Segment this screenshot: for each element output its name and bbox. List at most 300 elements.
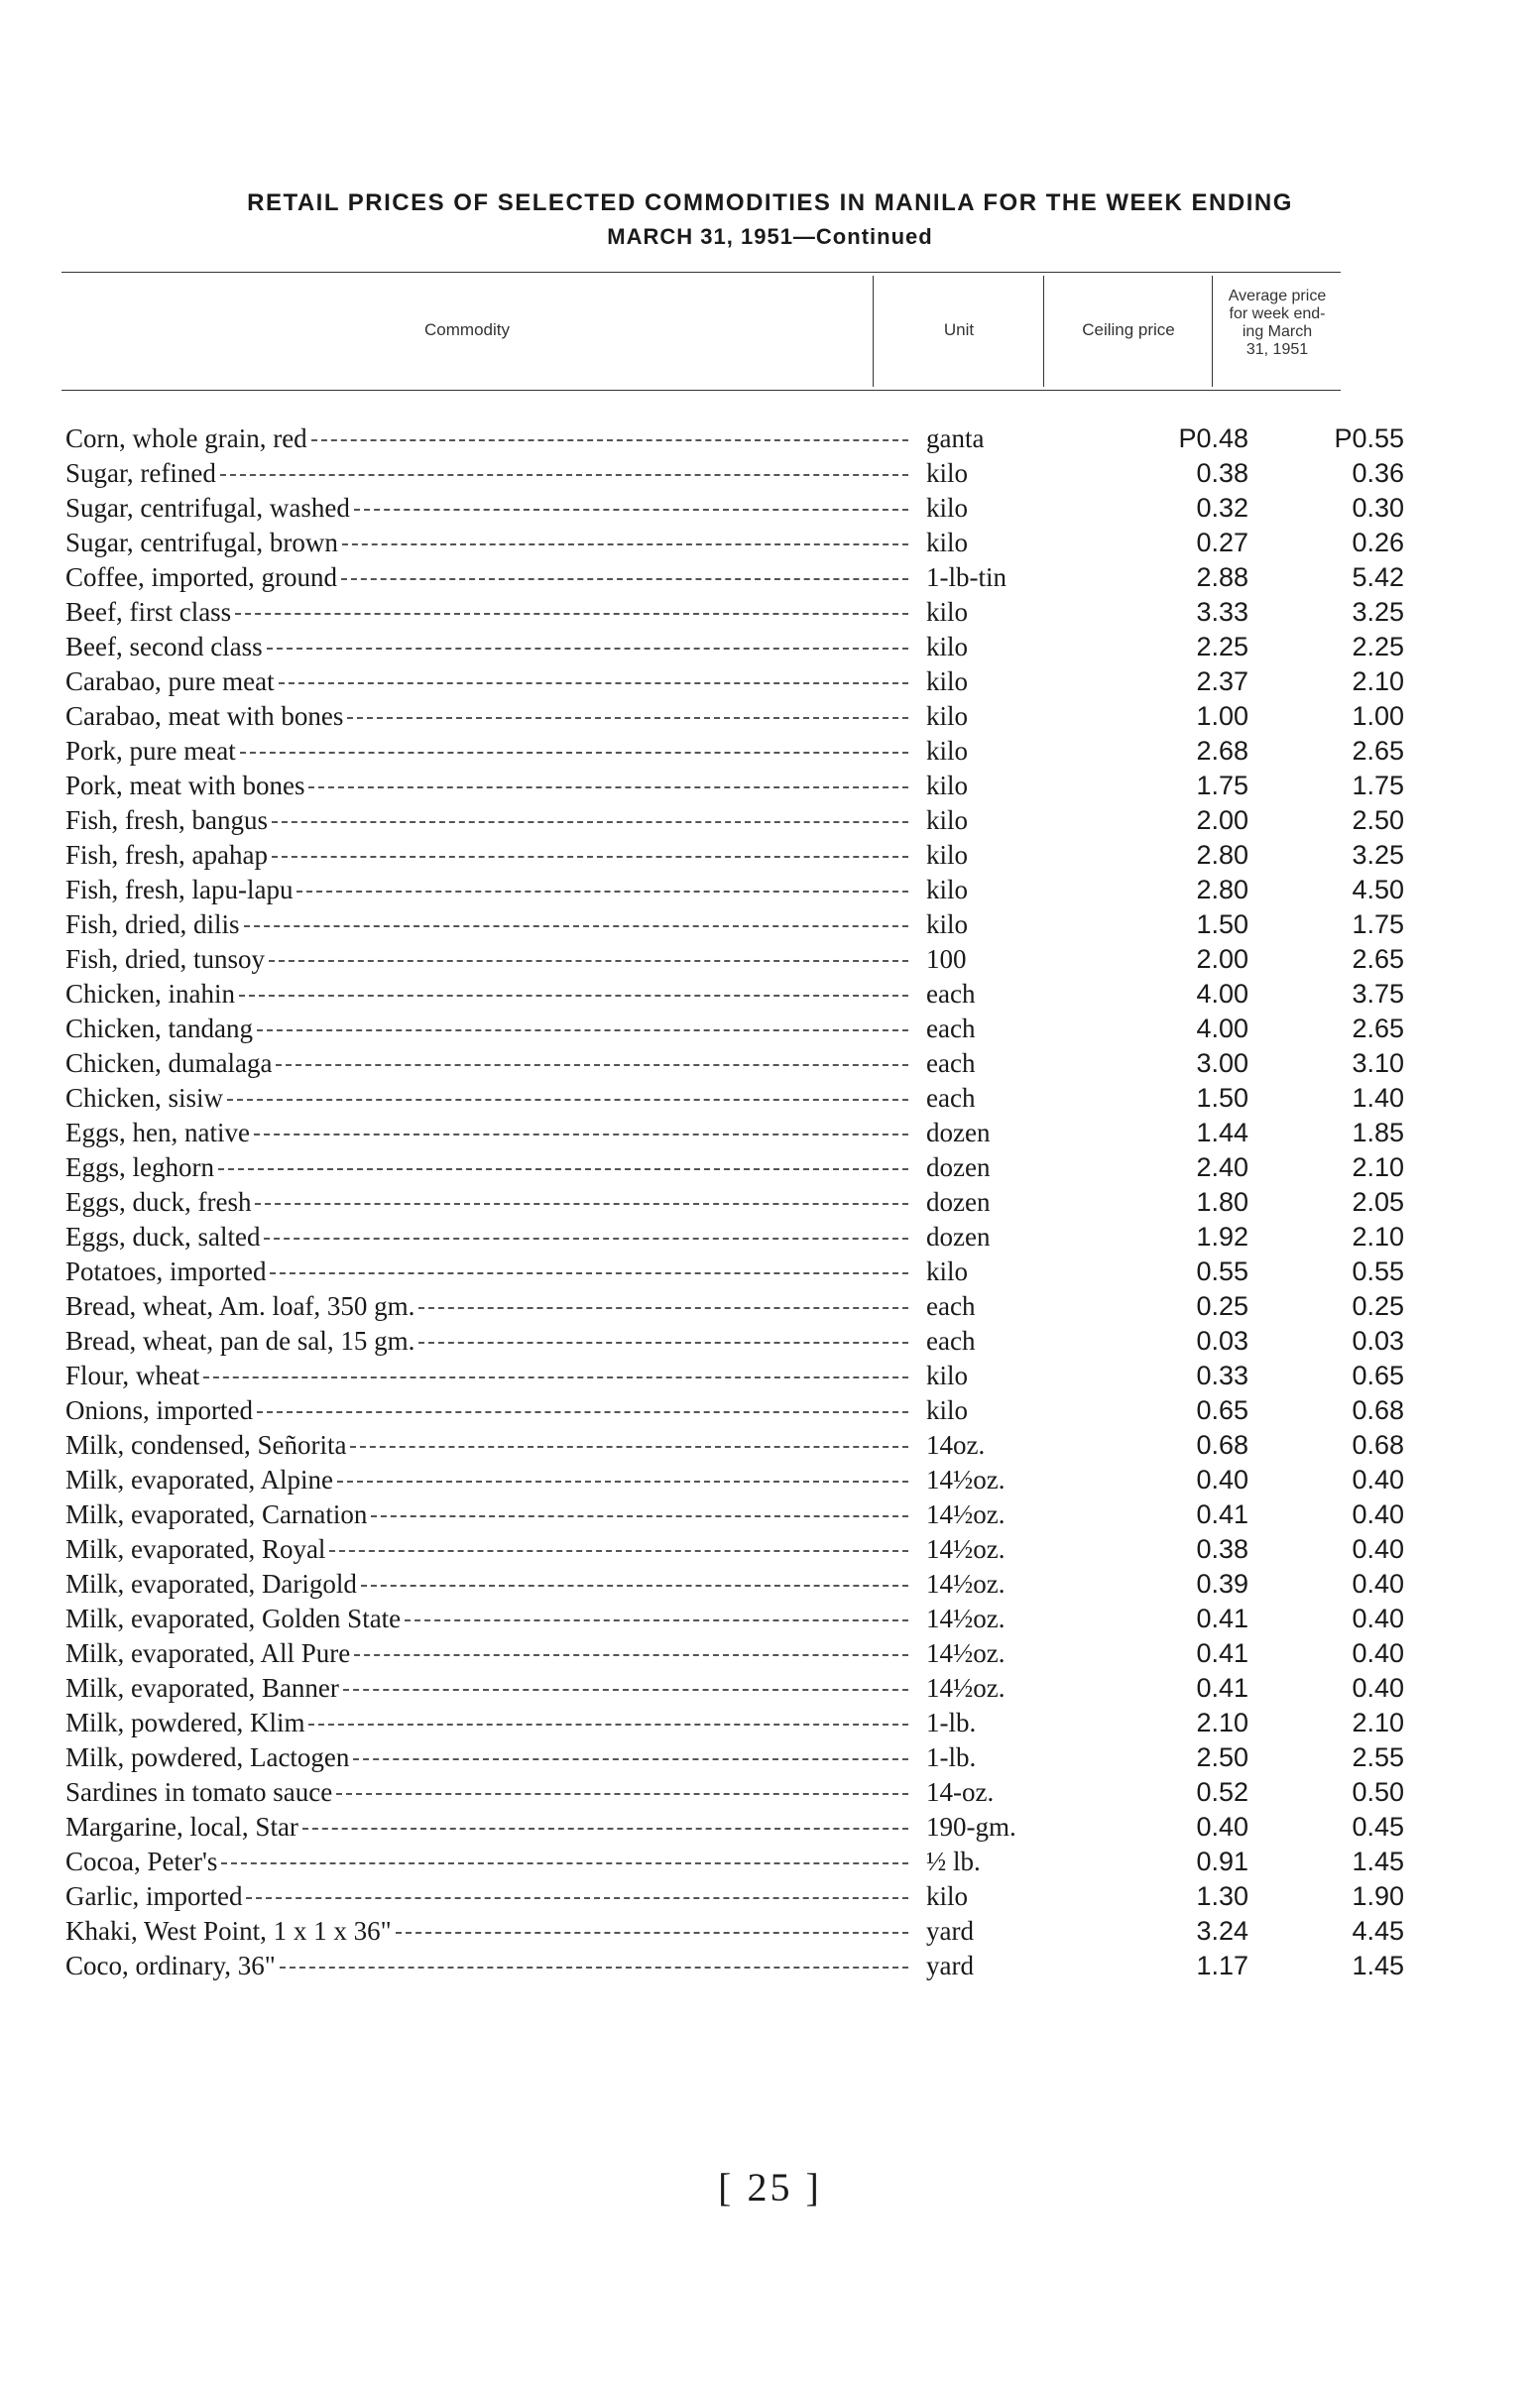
commodity-name: Milk, evaporated, Darigold: [65, 1569, 357, 1599]
dot-leader: [254, 1134, 908, 1136]
dot-leader: [308, 786, 908, 788]
dot-leader: [350, 1446, 908, 1448]
unit-cell: dozen: [926, 1118, 991, 1147]
ceiling-price-cell: 3.00: [1196, 1048, 1248, 1078]
table-row: [65, 769, 1404, 803]
ceiling-price-cell: 1.80: [1196, 1187, 1248, 1217]
average-price-cell: 1.90: [1352, 1881, 1404, 1911]
commodity-entry: [65, 1430, 908, 1461]
table-row: [65, 699, 1404, 734]
commodity-entry: [65, 875, 908, 905]
table-row: [65, 1775, 1404, 1810]
average-price-cell: 2.10: [1352, 1222, 1404, 1252]
ceiling-price-cell: 0.38: [1196, 1534, 1248, 1564]
commodity-name: Chicken, inahin: [65, 979, 235, 1009]
commodity-entry: [65, 701, 908, 732]
commodity-cell: [65, 1845, 926, 1879]
dot-leader: [267, 648, 908, 650]
average-price-cell: 2.05: [1352, 1187, 1404, 1217]
unit-cell: 100: [926, 944, 967, 974]
ceiling-price-cell: 2.00: [1196, 944, 1248, 974]
ceiling-price-cell: 0.03: [1196, 1326, 1248, 1356]
commodity-entry: [65, 562, 908, 593]
commodity-entry: [65, 1881, 908, 1912]
ceiling-price-cell: 2.68: [1196, 736, 1248, 766]
ceiling-price-cell: 0.68: [1196, 1430, 1248, 1460]
commodity-name: Carabao, meat with bones: [65, 701, 344, 731]
commodity-cell: [65, 1185, 926, 1220]
commodity-entry: [65, 666, 908, 697]
ceiling-price-cell: 0.55: [1196, 1256, 1248, 1286]
table-row: [65, 803, 1404, 838]
commodity-cell: [65, 560, 926, 595]
unit-cell: 14½oz.: [926, 1604, 1006, 1633]
unit-cell: kilo: [926, 1881, 969, 1911]
unit-cell: 14½oz.: [926, 1569, 1006, 1599]
ceiling-price-cell: 3.33: [1196, 597, 1248, 627]
average-price-cell: 1.45: [1352, 1847, 1404, 1876]
table-row: [65, 1671, 1404, 1706]
commodity-entry: [65, 1812, 908, 1843]
ceiling-price-cell: 2.37: [1196, 666, 1248, 696]
table-row: [65, 1567, 1404, 1602]
title-line-2: MARCH 31, 1951—Continued: [607, 224, 933, 249]
table-row: [65, 560, 1404, 595]
header-average-line-4: 31, 1951: [1245, 341, 1309, 358]
unit-cell: each: [926, 979, 976, 1009]
commodity-cell: [65, 1497, 926, 1532]
table-row: [65, 1150, 1404, 1185]
dot-leader: [269, 960, 908, 962]
table-row: [65, 630, 1404, 664]
commodity-name: Pork, meat with bones: [65, 771, 305, 800]
ceiling-price-cell: 0.41: [1196, 1499, 1248, 1529]
commodity-cell: [65, 421, 926, 456]
ceiling-price-cell: 0.40: [1196, 1812, 1248, 1842]
table-row: [65, 977, 1404, 1012]
commodity-name: Fish, fresh, apahap: [65, 840, 268, 870]
commodity-entry: [65, 1777, 908, 1808]
dot-leader: [308, 1724, 908, 1726]
commodity-name: Coffee, imported, ground: [65, 562, 337, 592]
commodity-cell: [65, 1324, 926, 1359]
commodity-cell: [65, 873, 926, 907]
commodity-entry: [65, 979, 908, 1010]
commodity-name: Fish, dried, dilis: [65, 909, 240, 939]
average-price-cell: 1.75: [1352, 909, 1404, 939]
commodity-cell: [65, 1567, 926, 1602]
dot-leader: [246, 1897, 908, 1899]
dot-leader: [405, 1619, 908, 1621]
commodity-entry: [65, 1222, 908, 1253]
unit-cell: 14½oz.: [926, 1499, 1006, 1529]
unit-cell: 14½oz.: [926, 1534, 1006, 1564]
commodity-entry: [65, 944, 908, 975]
unit-cell: kilo: [926, 875, 969, 904]
dot-leader: [272, 821, 908, 823]
ceiling-price-cell: 0.41: [1196, 1604, 1248, 1633]
table-row: [65, 1914, 1404, 1949]
commodity-cell: [65, 1532, 926, 1567]
unit-cell: 14-oz.: [926, 1777, 995, 1807]
dot-leader: [343, 1689, 908, 1691]
commodity-cell: [65, 1428, 926, 1463]
ceiling-price-cell: 3.24: [1196, 1916, 1248, 1946]
table-row: [65, 1081, 1404, 1116]
unit-cell: dozen: [926, 1152, 991, 1182]
commodity-entry: [65, 493, 908, 524]
unit-cell: 1-lb.: [926, 1742, 977, 1772]
commodity-name: Bread, wheat, Am. loaf, 350 gm.: [65, 1291, 415, 1321]
unit-cell: ½ lb.: [926, 1847, 981, 1876]
ceiling-price-cell: 1.50: [1196, 909, 1248, 939]
unit-cell: ganta: [926, 423, 985, 453]
commodity-entry: [65, 1916, 908, 1947]
commodity-name: Milk, evaporated, Carnation: [65, 1499, 368, 1529]
commodity-entry: [65, 771, 908, 801]
ceiling-price-cell: P0.48: [1178, 423, 1248, 453]
commodity-entry: [65, 1395, 908, 1426]
average-price-cell: 0.40: [1352, 1534, 1404, 1564]
unit-cell: kilo: [926, 909, 969, 939]
average-price-cell: 0.03: [1352, 1326, 1404, 1356]
table-row: [65, 1949, 1404, 1983]
dot-leader: [257, 1411, 908, 1413]
dot-leader: [342, 543, 908, 545]
table-row: [65, 1046, 1404, 1081]
commodity-cell: [65, 1914, 926, 1949]
ceiling-price-cell: 4.00: [1196, 979, 1248, 1009]
ceiling-price-cell: 1.17: [1196, 1951, 1248, 1980]
commodity-entry: [65, 597, 908, 628]
average-price-cell: 2.10: [1352, 666, 1404, 696]
table-row: [65, 1532, 1404, 1567]
table-row: [65, 1845, 1404, 1879]
dot-leader: [371, 1515, 908, 1517]
average-price-cell: 0.40: [1352, 1638, 1404, 1668]
ceiling-price-cell: 1.92: [1196, 1222, 1248, 1252]
commodity-name: Beef, first class: [65, 597, 232, 627]
commodity-entry: [65, 1534, 908, 1565]
table-row: [65, 907, 1404, 942]
average-price-cell: 0.45: [1352, 1812, 1404, 1842]
commodity-cell: [65, 838, 926, 873]
commodity-cell: [65, 769, 926, 803]
dot-leader: [418, 1307, 908, 1309]
dot-leader: [341, 578, 908, 580]
unit-cell: kilo: [926, 805, 969, 835]
average-price-cell: 1.75: [1352, 771, 1404, 800]
commodity-cell: [65, 1463, 926, 1497]
commodity-cell: [65, 1116, 926, 1150]
header-unit: Unit: [943, 320, 975, 339]
unit-cell: dozen: [926, 1187, 991, 1217]
dot-leader: [235, 613, 908, 615]
commodity-entry: [65, 458, 908, 489]
unit-cell: 14½oz.: [926, 1673, 1006, 1703]
dot-leader: [239, 995, 908, 997]
table-row: [65, 1810, 1404, 1845]
table-row: [65, 942, 1404, 977]
page-number: [ 25 ]: [718, 2165, 822, 2210]
average-price-cell: 2.65: [1352, 736, 1404, 766]
header-commodity: Commodity: [424, 320, 510, 339]
commodity-entry: [65, 1951, 908, 1981]
unit-cell: kilo: [926, 597, 969, 627]
commodity-name: Milk, evaporated, Golden State: [65, 1604, 402, 1633]
ceiling-price-cell: 1.44: [1196, 1118, 1248, 1147]
table-row: [65, 1428, 1404, 1463]
ceiling-price-cell: 0.33: [1196, 1361, 1248, 1390]
commodity-name: Eggs, hen, native: [65, 1118, 250, 1147]
ceiling-price-cell: 0.40: [1196, 1465, 1248, 1494]
ceiling-price-cell: 2.50: [1196, 1742, 1248, 1772]
commodity-name: Fish, fresh, lapu-lapu: [65, 875, 294, 904]
commodity-cell: [65, 942, 926, 977]
average-price-cell: 0.65: [1352, 1361, 1404, 1390]
commodity-cell: [65, 1046, 926, 1081]
table-row: [65, 838, 1404, 873]
unit-cell: kilo: [926, 1395, 969, 1425]
average-price-cell: 3.75: [1352, 979, 1404, 1009]
commodity-cell: [65, 526, 926, 560]
table-row: [65, 1255, 1404, 1289]
dot-leader: [203, 1376, 908, 1378]
average-price-cell: 4.50: [1352, 875, 1404, 904]
header-average-line-2: for week end-: [1229, 305, 1326, 322]
commodity-name: Flour, wheat: [65, 1361, 200, 1390]
table-row: [65, 526, 1404, 560]
ceiling-price-cell: 0.39: [1196, 1569, 1248, 1599]
table-row: [65, 1602, 1404, 1636]
unit-cell: 14½oz.: [926, 1638, 1006, 1668]
dot-leader: [276, 1064, 908, 1066]
commodity-cell: [65, 1775, 926, 1810]
dot-leader: [280, 1967, 908, 1969]
commodity-name: Chicken, sisiw: [65, 1083, 223, 1113]
ceiling-price-cell: 1.00: [1196, 701, 1248, 731]
unit-cell: 14½oz.: [926, 1465, 1006, 1494]
unit-cell: kilo: [926, 701, 969, 731]
table-row: [65, 1359, 1404, 1393]
header-top-rule: [61, 272, 1341, 273]
commodity-name: Potatoes, imported: [65, 1256, 267, 1286]
average-price-cell: P0.55: [1334, 423, 1404, 453]
commodity-cell: [65, 1671, 926, 1706]
ceiling-price-cell: 1.30: [1196, 1881, 1248, 1911]
average-price-cell: 0.40: [1352, 1673, 1404, 1703]
average-price-cell: 4.45: [1352, 1916, 1404, 1946]
dot-leader: [337, 1481, 908, 1483]
commodity-name: Margarine, local, Star: [65, 1812, 298, 1842]
commodity-entry: [65, 528, 908, 558]
average-price-cell: 0.40: [1352, 1499, 1404, 1529]
column-divider-unit: [873, 276, 874, 387]
table-row: [65, 1497, 1404, 1532]
commodity-entry: [65, 1048, 908, 1079]
average-price-cell: 0.40: [1352, 1604, 1404, 1633]
dot-leader: [353, 1758, 908, 1760]
dot-leader: [240, 752, 908, 754]
commodity-cell: [65, 630, 926, 664]
ceiling-price-cell: 2.80: [1196, 840, 1248, 870]
commodity-entry: [65, 1569, 908, 1600]
table-row: [65, 1636, 1404, 1671]
dot-leader: [361, 1585, 908, 1587]
table-row: [65, 421, 1404, 456]
commodity-name: Milk, evaporated, Royal: [65, 1534, 326, 1564]
commodity-entry: [65, 1361, 908, 1391]
commodity-entry: [65, 1291, 908, 1322]
dot-leader: [354, 1654, 908, 1656]
commodity-name: Carabao, pure meat: [65, 666, 275, 696]
dot-leader: [244, 925, 908, 927]
dot-leader: [227, 1099, 908, 1101]
average-price-cell: 0.26: [1352, 528, 1404, 557]
commodity-entry: [65, 1604, 908, 1634]
commodity-name: Sugar, centrifugal, brown: [65, 528, 338, 557]
unit-cell: 190-gm.: [926, 1812, 1016, 1842]
unit-cell: each: [926, 1048, 976, 1078]
commodity-cell: [65, 491, 926, 526]
commodity-entry: [65, 1847, 908, 1877]
table-row: [65, 595, 1404, 630]
commodity-cell: [65, 1949, 926, 1983]
commodity-entry: [65, 1083, 908, 1114]
commodity-name: Chicken, dumalaga: [65, 1048, 273, 1078]
average-price-cell: 2.65: [1352, 944, 1404, 974]
commodity-entry: [65, 1256, 908, 1287]
commodity-name: Milk, evaporated, Alpine: [65, 1465, 333, 1494]
unit-cell: kilo: [926, 632, 969, 661]
dot-leader: [418, 1342, 908, 1344]
column-divider-ceiling: [1043, 276, 1044, 387]
table-row: [65, 1879, 1404, 1914]
commodity-cell: [65, 1393, 926, 1428]
unit-cell: 1-lb-tin: [926, 562, 1007, 592]
unit-cell: yard: [926, 1951, 974, 1980]
commodity-name: Milk, evaporated, All Pure: [65, 1638, 351, 1668]
commodity-name: Milk, powdered, Lactogen: [65, 1742, 350, 1772]
ceiling-price-cell: 4.00: [1196, 1014, 1248, 1043]
commodity-entry: [65, 1014, 908, 1044]
average-price-cell: 2.50: [1352, 805, 1404, 835]
dot-leader: [336, 1793, 908, 1795]
unit-cell: kilo: [926, 458, 969, 488]
table-row: [65, 1185, 1404, 1220]
average-price-cell: 1.45: [1352, 1951, 1404, 1980]
ceiling-price-cell: 0.91: [1196, 1847, 1248, 1876]
average-price-cell: 0.40: [1352, 1569, 1404, 1599]
price-table: [65, 421, 1404, 1983]
dot-leader: [347, 717, 908, 719]
dot-leader: [221, 1862, 908, 1864]
commodity-cell: [65, 1289, 926, 1324]
unit-cell: each: [926, 1291, 976, 1321]
commodity-entry: [65, 805, 908, 836]
commodity-entry: [65, 1465, 908, 1495]
commodity-cell: [65, 977, 926, 1012]
average-price-cell: 0.40: [1352, 1465, 1404, 1494]
price-table-body: [65, 421, 1404, 1983]
unit-cell: kilo: [926, 840, 969, 870]
dot-leader: [272, 856, 908, 858]
commodity-name: Bread, wheat, pan de sal, 15 gm.: [65, 1326, 415, 1356]
dot-leader: [296, 891, 908, 893]
average-price-cell: 0.68: [1352, 1395, 1404, 1425]
commodity-name: Eggs, leghorn: [65, 1152, 214, 1182]
commodity-name: Sugar, centrifugal, washed: [65, 493, 350, 523]
commodity-name: Sardines in tomato sauce: [65, 1777, 333, 1807]
commodity-name: Chicken, tandang: [65, 1014, 253, 1043]
table-row: [65, 1393, 1404, 1428]
commodity-entry: [65, 1152, 908, 1183]
commodity-cell: [65, 1150, 926, 1185]
commodity-name: Onions, imported: [65, 1395, 253, 1425]
dot-leader: [257, 1029, 908, 1031]
commodity-entry: [65, 1326, 908, 1357]
commodity-entry: [65, 909, 908, 940]
commodity-entry: [65, 1187, 908, 1218]
unit-cell: kilo: [926, 1256, 969, 1286]
commodity-entry: [65, 840, 908, 871]
ceiling-price-cell: 0.25: [1196, 1291, 1248, 1321]
header-average-price: [1214, 288, 1341, 359]
dot-leader: [220, 474, 908, 476]
commodity-cell: [65, 699, 926, 734]
table-row: [65, 456, 1404, 491]
dot-leader: [311, 439, 908, 441]
average-price-cell: 0.25: [1352, 1291, 1404, 1321]
average-price-cell: 2.65: [1352, 1014, 1404, 1043]
ceiling-price-cell: 2.88: [1196, 562, 1248, 592]
dot-leader: [255, 1203, 908, 1205]
commodity-entry: [65, 1499, 908, 1530]
unit-cell: each: [926, 1326, 976, 1356]
table-row: [65, 1012, 1404, 1046]
commodity-cell: [65, 1359, 926, 1393]
commodity-name: Beef, second class: [65, 632, 263, 661]
commodity-name: Milk, condensed, Señorita: [65, 1430, 347, 1460]
average-price-cell: 2.10: [1352, 1152, 1404, 1182]
ceiling-price-cell: 0.27: [1196, 528, 1248, 557]
header-bottom-rule: [61, 390, 1341, 391]
ceiling-price-cell: 0.41: [1196, 1673, 1248, 1703]
commodity-cell: [65, 1220, 926, 1255]
commodity-name: Coco, ordinary, 36": [65, 1951, 276, 1980]
average-price-cell: 0.30: [1352, 493, 1404, 523]
ceiling-price-cell: 0.38: [1196, 458, 1248, 488]
commodity-name: Pork, pure meat: [65, 736, 236, 766]
dot-leader: [218, 1168, 908, 1170]
unit-cell: each: [926, 1083, 976, 1113]
commodity-cell: [65, 1706, 926, 1740]
dot-leader: [270, 1272, 908, 1274]
commodity-cell: [65, 1740, 926, 1775]
unit-cell: kilo: [926, 1361, 969, 1390]
commodity-name: Fish, fresh, bangus: [65, 805, 268, 835]
average-price-cell: 2.25: [1352, 632, 1404, 661]
table-row: [65, 1463, 1404, 1497]
commodity-cell: [65, 456, 926, 491]
commodity-name: Cocoa, Peter's: [65, 1847, 218, 1876]
header-average-line-1: Average price: [1228, 288, 1327, 304]
average-price-cell: 3.25: [1352, 840, 1404, 870]
unit-cell: kilo: [926, 771, 969, 800]
ceiling-price-cell: 2.40: [1196, 1152, 1248, 1182]
table-row: [65, 664, 1404, 699]
ceiling-price-cell: 2.25: [1196, 632, 1248, 661]
